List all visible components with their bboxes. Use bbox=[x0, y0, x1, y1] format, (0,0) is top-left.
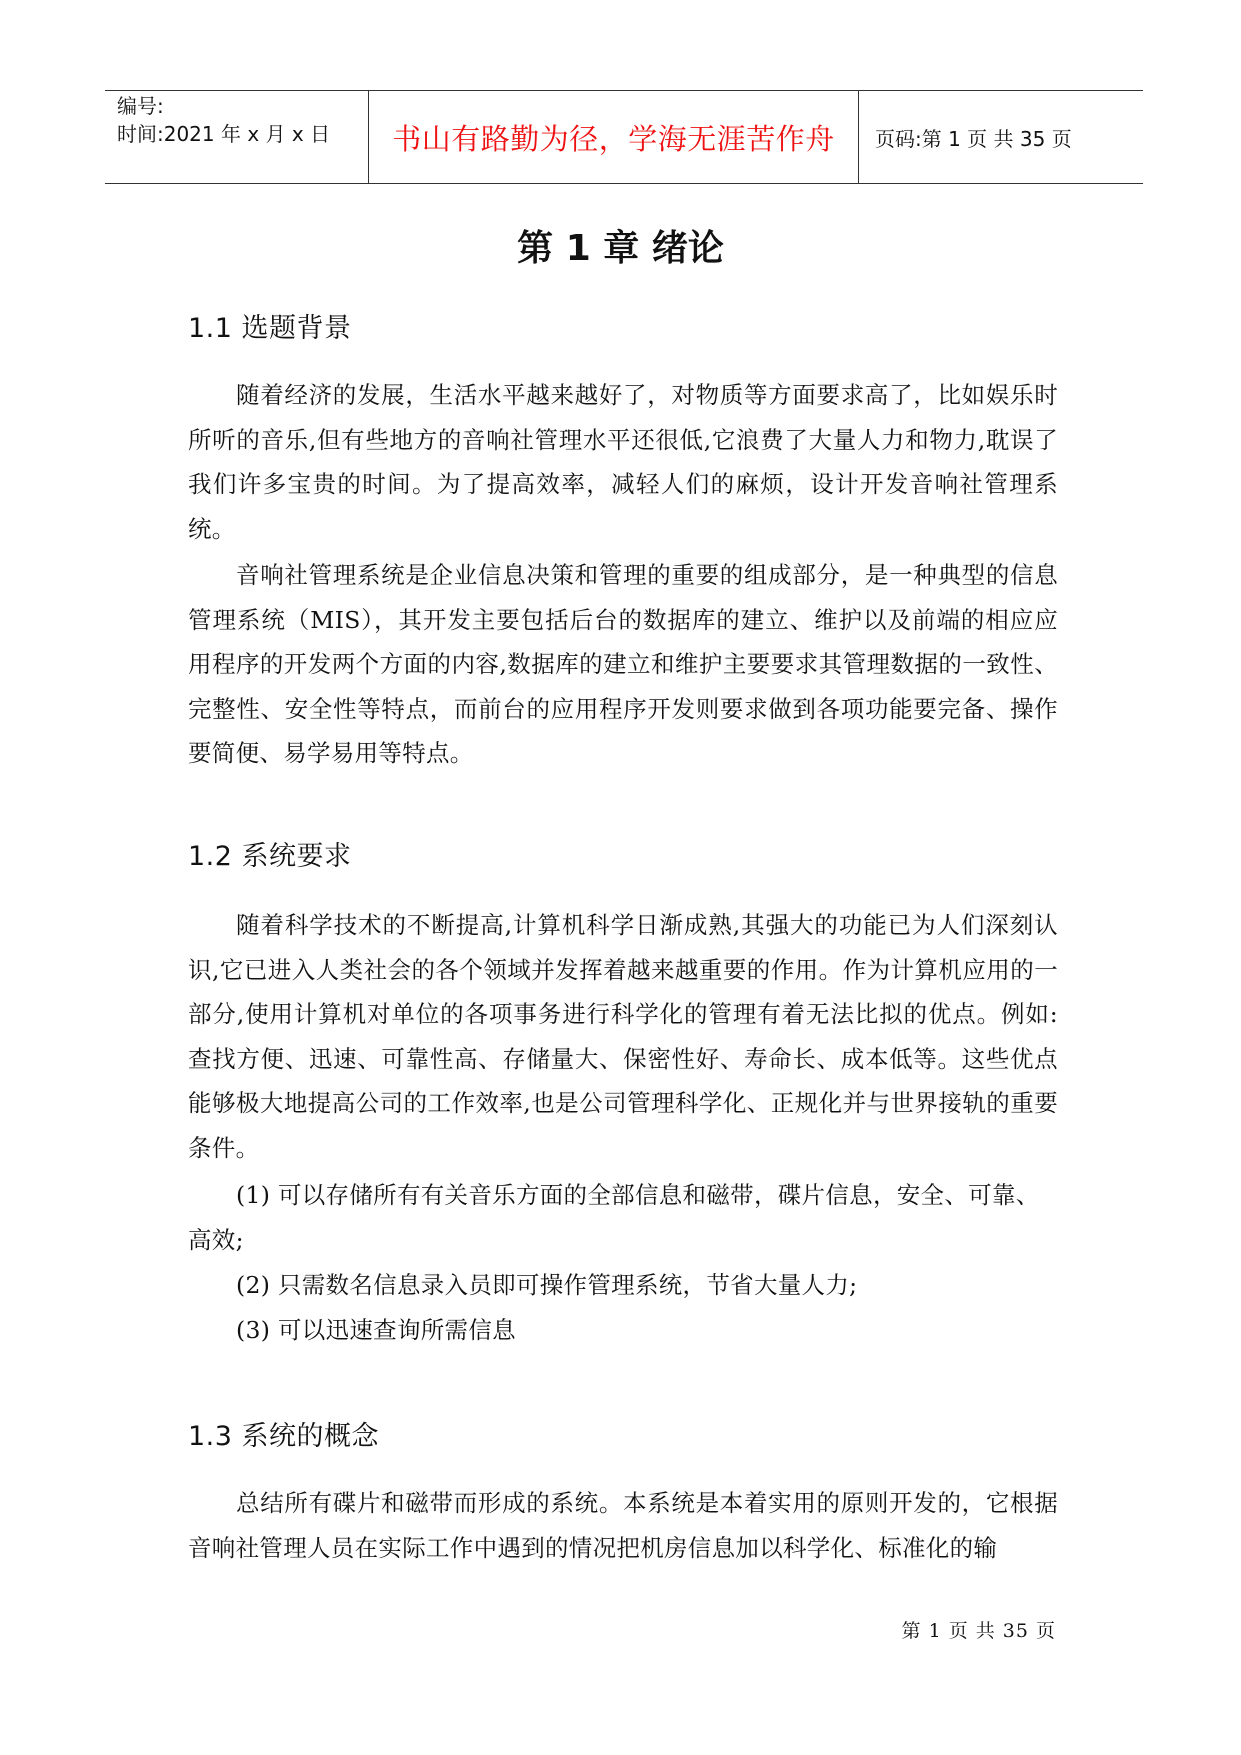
section-heading: 1.1 选题背景 bbox=[188, 313, 352, 344]
section-heading: 1.2 系统要求 bbox=[188, 841, 352, 872]
paragraph: 总结所有碟片和磁带而形成的系统。本系统是本着实用的原则开发的，它根据音响社管理人员在实际工作中遇到的情况把机房信息加以科学化、标准化的输 bbox=[188, 1489, 1058, 1562]
header-page-label: 页码:第 1 页 共 35 页 bbox=[875, 126, 1072, 151]
list-item: (2) 只需数名信息录入员即可操作管理系统，节省大量人力; bbox=[236, 1271, 858, 1299]
paragraph: 音响社管理系统是企业信息决策和管理的重要的组成部分，是一种典型的信息管理系统（MIS），其开发主要包括后台的数据库的建立、维护以及前端的相应应用程序的开发两个方面的内容,数据库的建立和维护主要要求其管理数据的一致性、完整性、安全性等特点，而前台的应用程序开发则要求做到各项功能要完备、操作要简便、易学易用等特点。 bbox=[188, 561, 1058, 767]
paragraph: 随着经济的发展，生活水平越来越好了，对物质等方面要求高了，比如娱乐时所听的音乐,但有些地方的音响社管理水平还很低,它浪费了大量人力和物力,耽误了我们许多宝贵的时间。为了提高效率，减轻人们的麻烦，设计开发音响社管理系统。 bbox=[188, 381, 1058, 543]
header-meta bbox=[117, 91, 372, 183]
page-footer: 第 1 页 共 35 页 bbox=[901, 1620, 1056, 1642]
header-time-label: 时间:2021 年 x 月 x 日 bbox=[117, 122, 331, 146]
list-item: (3) 可以迅速查询所需信息 bbox=[236, 1316, 516, 1344]
list-item: (1) 可以存储所有有关音乐方面的全部信息和磁带，碟片信息，安全、可靠、高效; bbox=[188, 1181, 1040, 1254]
document-header bbox=[105, 90, 1143, 184]
header-divider bbox=[858, 91, 859, 183]
section-heading: 1.3 系统的概念 bbox=[188, 1421, 380, 1452]
paragraph: 随着科学技术的不断提高,计算机科学日渐成熟,其强大的功能已为人们深刻认识,它已进入人类社会的各个领域并发挥着越来越重要的作用。作为计算机应用的一部分,使用计算机对单位的各项事务进行科学化的管理有着无法比拟的优点。例如:查找方便、迅速、可靠性高、存储量大、保密性好、寿命长、成本低等。这些优点能够极大地提高公司的工作效率,也是公司管理科学化、正规化并与世界接轨的重要条件。 bbox=[188, 911, 1058, 1162]
header-motto: 书山有路勤为径，学海无涯苦作舟 bbox=[392, 121, 835, 156]
header-number-label: 编号: bbox=[117, 94, 164, 118]
chapter-title: 第 1 章 绪论 bbox=[517, 228, 724, 269]
